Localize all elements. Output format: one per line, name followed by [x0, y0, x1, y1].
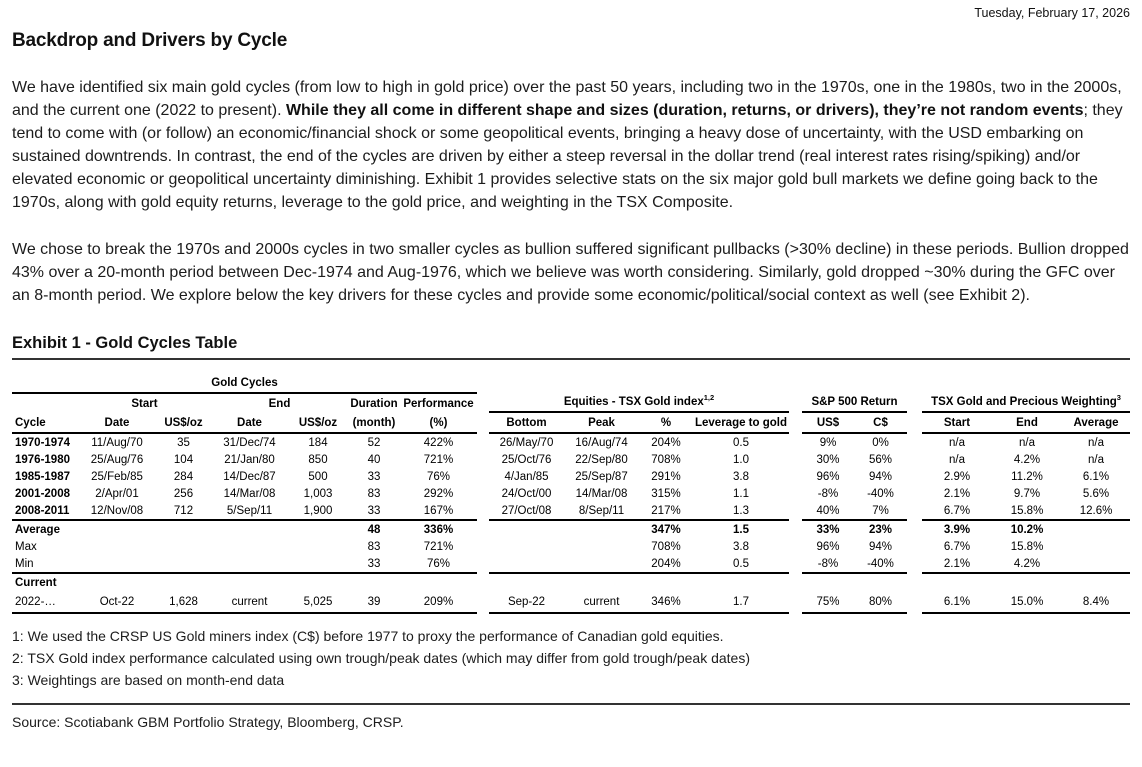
table-cell: 3.8 [733, 470, 749, 483]
table-row [922, 592, 1130, 613]
table-cell: 83 [367, 540, 381, 553]
table-cell: 721% [423, 453, 454, 466]
table-row [922, 502, 1130, 520]
table-cell: 25/Feb/85 [91, 470, 143, 483]
table-cell: Min [12, 555, 78, 573]
table-cell: 96% [816, 470, 840, 483]
table-cell: 56% [868, 453, 893, 466]
table-cell: 167% [400, 502, 477, 520]
table-cell [12, 393, 78, 413]
column-header: Peak [564, 412, 639, 433]
intro-text-post: ; they tend to come with (or follow) an economic/financial shock or some geopolitical events, bringing a heavy dose of uncertainty, with the USD embarking on sustained downtrends. In contrast, the end of the cycles are driven by either a steep reversal in the dollar trend (real interest rates rising/spiking) and/or elevated economic or geopolitical uncertainty diminishing. Exhibit 1 provides selective stats on the six major gold bull markets we define going back to the 1970s, along with gold equity returns, leverage to the gold price, and weighting in the TSX Composite. [12, 102, 1123, 211]
table-cell: n/a [949, 453, 965, 466]
table-cell [156, 538, 211, 555]
column-header: (month) [348, 413, 400, 433]
table-cell [78, 538, 156, 555]
table-cell: 204% [639, 555, 693, 573]
table-cell [288, 520, 348, 538]
table-cell: 9% [819, 436, 837, 449]
table-row [922, 468, 1130, 485]
table-row [922, 373, 1130, 392]
table-row [922, 538, 1130, 555]
table-cell: Current [15, 577, 57, 589]
table-row [489, 485, 789, 502]
table-cell: 6.1% [1082, 470, 1110, 483]
second-paragraph: We chose to break the 1970s and 2000s cycles in two smaller cycles as bullion suffered significant pullbacks (>30% decline) in these periods. Bullion dropped 43% over a 20-month period between Dec-1974 and Aug-1976, which we believe was worth considering. Similarly, gold dropped ~30% during the GFC over an 8-month period. We explore below the key drivers for these cycles and provide some economic/political/social context as well (see Exhibit 2). [12, 241, 1129, 304]
table-cell [156, 520, 211, 538]
table-cell: 1,003 [303, 487, 333, 500]
table-row [802, 555, 907, 573]
report-date: Tuesday, February 17, 2026 [974, 6, 1130, 20]
table-row [802, 502, 907, 520]
table-cell: 2022-… [12, 592, 78, 613]
table-cell: 4/Jan/85 [504, 470, 549, 483]
table-cell [489, 520, 564, 538]
table-row [12, 592, 477, 613]
table-row [12, 413, 477, 433]
table-cell: 11.2% [1011, 470, 1043, 483]
table-cell: -8% [802, 555, 854, 573]
table-cell: -8% [817, 487, 839, 500]
table-cell [78, 555, 156, 573]
table-cell: Max [15, 540, 37, 553]
table-cell: -40% [867, 487, 894, 500]
table-cell: 347% [651, 523, 681, 536]
page-title: Backdrop and Drivers by Cycle [12, 30, 288, 51]
gold-cycles-block [12, 373, 477, 614]
table-cell: 1.1 [733, 487, 749, 500]
table-cell: 850 [308, 453, 328, 466]
table-cell: 2/Apr/01 [95, 487, 139, 500]
table-row [12, 520, 477, 538]
table-cell: 16/Aug/74 [575, 436, 628, 449]
source-divider [12, 703, 1130, 705]
table-cell: 1985-1987 [15, 470, 70, 483]
column-header: Bottom [489, 412, 564, 433]
column-header: Date [78, 413, 156, 433]
table-row [489, 573, 789, 592]
table-cell: 14/Mar/08 [575, 487, 628, 500]
table-cell: 1.0 [733, 453, 749, 466]
table-row [489, 451, 789, 468]
table-cell: current [211, 592, 288, 613]
table-cell: 1970-1974 [15, 436, 70, 449]
column-header: (%) [400, 413, 477, 433]
table-cell: 0% [872, 436, 889, 449]
table-cell: 2008-2011 [12, 502, 78, 520]
span-header-start: Start [131, 397, 158, 410]
table-cell: 6.7% [922, 502, 992, 520]
table-cell: 6.1% [922, 592, 992, 613]
table-row [489, 592, 789, 613]
table-cell: 1,900 [288, 502, 348, 520]
table-cell: 96% [816, 540, 840, 553]
table-cell: Sep-22 [489, 592, 564, 613]
table-cell: 76% [426, 470, 451, 483]
intro-paragraph [12, 76, 1130, 214]
table-cell: 256 [173, 487, 194, 500]
table-cell: n/a [1019, 436, 1035, 449]
span-header-end: End [268, 397, 291, 410]
table-cell: 3.8 [733, 540, 749, 553]
group-header-weighting [922, 392, 1130, 412]
table-cell: 14/Dec/87 [223, 470, 276, 483]
table-cell: 708% [651, 453, 681, 466]
table-cell: 10.2% [1010, 523, 1044, 536]
table-row [12, 373, 477, 393]
table-row [802, 468, 907, 485]
column-header: End [992, 412, 1062, 433]
table-cell: 712 [156, 502, 211, 520]
table-cell: 25/Aug/76 [90, 453, 144, 466]
table-cell: 500 [308, 470, 328, 483]
table-cell [288, 538, 348, 555]
table-cell [489, 573, 789, 592]
table-row [12, 485, 477, 502]
table-cell: 21/Jan/80 [224, 453, 275, 466]
table-cell: 7% [854, 502, 907, 520]
table-row [922, 451, 1130, 468]
table-row [12, 451, 477, 468]
table-cell: current [564, 592, 639, 613]
table-cell [564, 555, 639, 573]
table-row [802, 538, 907, 555]
table-row [802, 433, 907, 451]
table-row [922, 485, 1130, 502]
table-cell: 292% [423, 487, 454, 500]
table-cell: 422% [423, 436, 454, 449]
footnote-marker: 1,2 [703, 392, 715, 402]
table-cell: Oct-22 [78, 592, 156, 613]
table-row [489, 373, 789, 392]
footnote-marker: 3 [1116, 392, 1121, 402]
table-cell: -40% [854, 555, 907, 573]
table-cell: 35 [177, 436, 190, 449]
column-header: Cycle [12, 413, 78, 433]
table-row [802, 412, 907, 433]
table-cell: 1.3 [693, 502, 789, 520]
table-row [12, 433, 477, 451]
table-cell: 15.0% [992, 592, 1062, 613]
group-header-gold-cycles: Gold Cycles [12, 373, 477, 393]
table-row [922, 555, 1130, 573]
table-cell: 291% [651, 470, 681, 483]
footnote-1: 1: We used the CRSP US Gold miners index (C$) before 1977 to proxy the performance of Canadian gold equities. [12, 628, 724, 644]
table-row [489, 468, 789, 485]
group-header-label: TSX Gold and Precious Weighting [931, 395, 1117, 408]
footnote-3: 3: Weightings are based on month-end data [12, 672, 285, 688]
table-cell: 52 [367, 436, 381, 449]
table-cell: 0.5 [733, 436, 749, 449]
table-cell [802, 373, 907, 392]
table-row [12, 502, 477, 520]
column-header: Leverage to gold [693, 412, 789, 433]
table-row [12, 468, 477, 485]
table-cell: 336% [423, 523, 454, 536]
table-cell: 40 [367, 453, 381, 466]
table-cell: 209% [400, 592, 477, 613]
table-row [489, 502, 789, 520]
table-cell: 2.9% [943, 470, 971, 483]
table-cell: 15.8% [992, 502, 1062, 520]
table-row [489, 433, 789, 451]
table-cell [489, 373, 789, 392]
table-cell: 5/Sep/11 [211, 502, 288, 520]
table-row [802, 592, 907, 613]
table-row [922, 412, 1130, 433]
intro-text-pre: We have identified six main gold cycles (from low to high in gold price) over the past 50 years, including two in the 1970s, one in the 1980s, two in the 2000s, and the current one (2022 to present). [12, 79, 1122, 119]
table-row [922, 573, 1130, 592]
table-row [802, 520, 907, 538]
table-cell [922, 373, 1130, 392]
table-cell: 1,628 [156, 592, 211, 613]
table-cell [922, 573, 1130, 592]
table-cell: 30% [816, 453, 840, 466]
weighting-block [922, 373, 1130, 614]
table-cell: 1976-1980 [15, 453, 70, 466]
table-cell: 33 [348, 555, 400, 573]
table-cell: 6.7% [943, 540, 971, 553]
table-row [922, 433, 1130, 451]
column-header: US$/oz [156, 413, 211, 433]
table-cell: 24/Oct/00 [501, 487, 552, 500]
table-cell: 48 [367, 523, 381, 536]
table-cell: 15.8% [1010, 540, 1044, 553]
table-cell: 33% [816, 523, 840, 536]
table-cell [564, 520, 639, 538]
column-header: C$ [854, 412, 907, 433]
table-cell: 40% [802, 502, 854, 520]
table-cell: 315% [651, 487, 681, 500]
table-cell: 2.1% [943, 487, 971, 500]
exhibit-divider [12, 358, 1130, 360]
table-cell: 33 [348, 502, 400, 520]
footnotes [12, 625, 1130, 691]
table-row [489, 555, 789, 573]
table-row [802, 573, 907, 592]
table-cell [78, 520, 156, 538]
table-cell: 5.6% [1082, 487, 1110, 500]
table-cell: 4.2% [1013, 453, 1041, 466]
table-row [489, 538, 789, 555]
table-cell: 80% [854, 592, 907, 613]
table-cell: 184 [308, 436, 328, 449]
table-row [12, 538, 477, 555]
table-row [12, 573, 477, 592]
table-cell: 12/Nov/08 [78, 502, 156, 520]
span-header-performance: Performance [403, 397, 474, 410]
table-cell [211, 520, 288, 538]
table-cell: 3.9% [943, 523, 971, 536]
table-row [12, 393, 477, 413]
table-cell: 94% [868, 540, 893, 553]
table-cell: 14/Mar/08 [223, 487, 276, 500]
column-header: Average [1062, 412, 1130, 433]
table-cell: 217% [639, 502, 693, 520]
column-header: Start [922, 412, 992, 433]
table-cell: 346% [639, 592, 693, 613]
table-row [802, 373, 907, 392]
table-cell: n/a [1088, 436, 1105, 449]
table-cell [489, 538, 564, 555]
table-cell: n/a [1088, 453, 1105, 466]
table-row [922, 520, 1130, 538]
table-cell [802, 573, 907, 592]
table-row [802, 392, 907, 412]
gold-cycles-table [12, 373, 1130, 614]
table-cell: 11/Aug/70 [91, 436, 143, 449]
table-cell: 2001-2008 [15, 487, 70, 500]
group-header-sp500: S&P 500 Return [802, 392, 907, 412]
table-cell: Average [15, 523, 60, 536]
table-cell: 9.7% [1013, 487, 1041, 500]
table-cell: 26/May/70 [499, 436, 554, 449]
table-cell: 1.7 [693, 592, 789, 613]
table-cell: 204% [651, 436, 681, 449]
sp500-block [802, 373, 907, 614]
table-row [922, 392, 1130, 412]
table-cell: 8/Sep/11 [564, 502, 639, 520]
table-cell: 83 [367, 487, 381, 500]
table-row [489, 392, 789, 412]
table-cell: 721% [423, 540, 454, 553]
table-cell: 284 [173, 470, 194, 483]
table-cell: 25/Sep/87 [575, 470, 628, 483]
table-cell [156, 555, 211, 573]
equities-block [489, 373, 789, 614]
table-cell [78, 573, 477, 592]
table-cell: 104 [173, 453, 194, 466]
table-cell: 8.4% [1062, 592, 1130, 613]
table-cell [211, 538, 288, 555]
table-cell: 2.1% [922, 555, 992, 573]
table-cell: 39 [348, 592, 400, 613]
table-row [802, 451, 907, 468]
table-cell: 76% [400, 555, 477, 573]
column-header: Date [211, 413, 288, 433]
table-cell: 0.5 [693, 555, 789, 573]
table-cell: 5,025 [288, 592, 348, 613]
table-cell [288, 555, 348, 573]
table-row [12, 555, 477, 573]
table-cell [1062, 520, 1130, 538]
table-cell: 708% [651, 540, 681, 553]
table-cell: 75% [802, 592, 854, 613]
table-cell: 33 [367, 470, 381, 483]
table-cell: 12.6% [1062, 502, 1130, 520]
table-cell: 23% [868, 523, 893, 536]
table-cell: 94% [868, 470, 893, 483]
group-header-equities [489, 392, 789, 412]
span-header-duration: Duration [350, 397, 398, 410]
table-cell [489, 555, 564, 573]
table-cell: 31/Dec/74 [223, 436, 276, 449]
table-cell: 27/Oct/08 [489, 502, 564, 520]
footnote-2: 2: TSX Gold index performance calculated using own trough/peak dates (which may differ from gold trough/peak dates) [12, 650, 751, 666]
source-text: Source: Scotiabank GBM Portfolio Strategy, Bloomberg, CRSP. [12, 714, 404, 730]
table-cell [211, 555, 288, 573]
intro-text-bold: While they all come in different shape and sizes (duration, returns, or drivers), they’re not random events [285, 102, 1084, 119]
table-cell: 25/Oct/76 [501, 453, 552, 466]
group-header-label: Equities - TSX Gold index [563, 395, 704, 408]
column-header: % [639, 412, 693, 433]
exhibit-title: Exhibit 1 - Gold Cycles Table [12, 334, 238, 352]
table-cell: 1.5 [733, 523, 749, 536]
table-cell [564, 538, 639, 555]
table-cell: 22/Sep/80 [575, 453, 628, 466]
table-cell [1062, 555, 1130, 573]
table-row [489, 520, 789, 538]
table-cell [1062, 538, 1130, 555]
table-row [802, 485, 907, 502]
table-cell: n/a [949, 436, 965, 449]
column-header: US$/oz [288, 413, 348, 433]
table-cell: 4.2% [992, 555, 1062, 573]
table-row [489, 412, 789, 433]
column-header: US$ [802, 412, 854, 433]
